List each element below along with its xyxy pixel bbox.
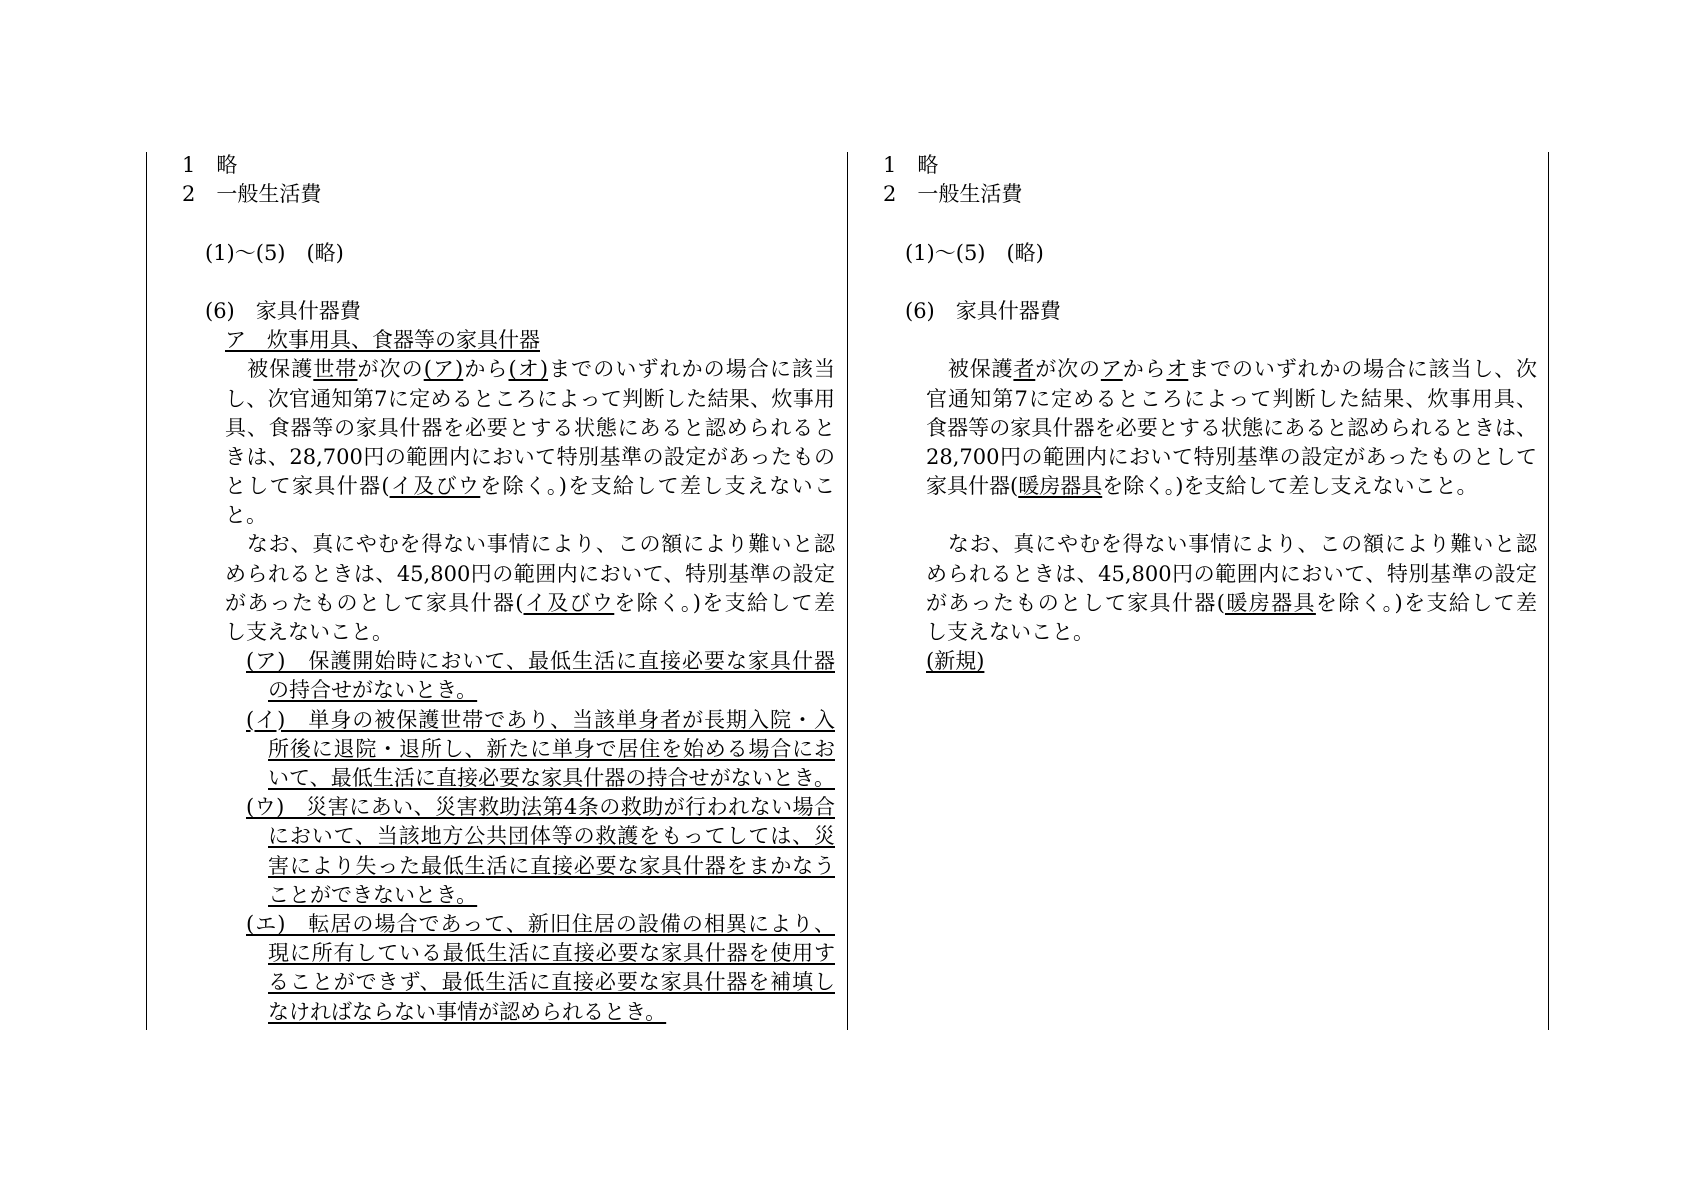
left-text-line: [268, 968, 835, 997]
text-segment: を除く。)を支給して差し支えないこと。: [1102, 474, 1478, 499]
right-text-line: [926, 385, 1537, 414]
left-text-line: [225, 589, 835, 618]
text-segment: から: [1122, 357, 1167, 382]
left-text-line: [205, 239, 344, 268]
right-text-line: [926, 618, 1094, 647]
left-text-line: [268, 939, 835, 968]
text-segment: なお、真にやむを得ない事情により、この額により難いと認: [225, 532, 835, 557]
left-text-line: [225, 355, 835, 384]
left-text-line: [268, 822, 835, 851]
text-segment: し支えないこと。: [225, 620, 393, 645]
text-segment: までのいずれかの場合に該当: [548, 357, 835, 382]
underlined-amendment-text: 暖房器具: [1224, 590, 1316, 615]
right-text-line: [926, 589, 1537, 618]
underlined-amendment-text: ることができず、最低生活に直接必要な家具什器を補填し: [268, 970, 835, 995]
underlined-amendment-text: (ア) 保護開始時において、最低生活に直接必要な家具什器: [246, 649, 835, 674]
text-segment: 1 略: [883, 153, 939, 177]
underlined-amendment-text: 者: [1013, 357, 1036, 382]
left-text-line: [225, 560, 835, 589]
underlined-amendment-text: (エ) 転居の場合であって、新旧住居の設備の相異により、: [246, 911, 835, 936]
left-text-line: [268, 881, 477, 910]
right-text-line: [926, 414, 1537, 443]
underlined-amendment-text: 暖房器具: [1018, 474, 1103, 499]
text-segment: きは、28,700円の範囲内において特別基準の設定があったもの: [225, 444, 835, 469]
text-segment: を除く。)を支給して差: [614, 590, 835, 615]
underlined-amendment-text: において、当該地方公共団体等の救護をもってしては、災: [268, 824, 835, 849]
left-text-line: [246, 706, 835, 735]
left-text-line: [182, 151, 237, 180]
left-text-line: [225, 530, 835, 559]
text-segment: を除く。)を支給して差: [1315, 590, 1537, 615]
left-text-line: [246, 647, 835, 676]
right-text-line: [926, 560, 1537, 589]
text-segment: なお、真にやむを得ない事情により、この額により難いと認: [926, 532, 1537, 557]
text-segment: として家具什器(: [225, 474, 390, 499]
left-text-line: [225, 443, 835, 472]
underlined-amendment-text: なければならない事情が認められるとき。: [268, 999, 667, 1024]
text-segment: 28,700円の範囲内において特別基準の設定があったものとして: [926, 444, 1537, 469]
left-text-line: [246, 793, 835, 822]
left-text-line: [246, 910, 835, 939]
left-text-line: [225, 385, 835, 414]
left-text-line: [268, 998, 666, 1027]
underlined-amendment-text: (ウ) 災害にあい、災害救助法第4条の救助が行われない場合: [246, 795, 835, 820]
text-segment: が次の: [357, 357, 424, 382]
text-segment: められるときは、45,800円の範囲内において、特別基準の設定: [225, 561, 835, 586]
underlined-amendment-text: ア: [1100, 357, 1123, 382]
left-text-line: [225, 472, 835, 501]
right-text-line: [926, 530, 1537, 559]
underlined-amendment-text: 害により失った最低生活に直接必要な家具什器をまかなう: [268, 853, 835, 878]
text-segment: 2 一般生活費: [883, 182, 1023, 207]
left-text-line: [225, 501, 267, 530]
column-divider: [847, 152, 848, 1030]
left-text-line: [268, 676, 477, 705]
underlined-amendment-text: (オ): [508, 357, 549, 382]
underlined-amendment-text: (ア): [423, 357, 464, 382]
text-segment: し、次官通知第7に定めるところによって判断した結果、炊事用: [225, 386, 835, 411]
right-text-line: [926, 472, 1477, 501]
text-segment: があったものとして家具什器(: [926, 590, 1225, 615]
underlined-amendment-text: 所後に退院・退所し、新たに単身で居住を始める場合にお: [268, 736, 835, 761]
left-text-line: [182, 180, 321, 209]
text-segment: を除く。)を支給して差し支えないこ: [480, 474, 835, 499]
right-text-line: [926, 355, 1537, 384]
text-segment: 2 一般生活費: [182, 182, 322, 207]
right-text-line: [905, 239, 1044, 268]
text-segment: 被保護: [926, 357, 1014, 382]
text-segment: し支えないこと。: [926, 620, 1094, 645]
text-segment: 被保護: [225, 357, 314, 382]
left-text-line: [205, 297, 361, 326]
underlined-amendment-text: イ及びウ: [389, 474, 481, 499]
right-text-line: [926, 443, 1537, 472]
text-segment: (6) 家具什器費: [205, 298, 361, 323]
underlined-amendment-text: ア 炊事用具、食器等の家具什器: [225, 328, 540, 353]
left-text-line: [225, 414, 835, 443]
text-segment: が次の: [1035, 357, 1101, 382]
underlined-amendment-text: の持合せがないとき。: [268, 678, 478, 703]
left-text-line: [268, 735, 835, 764]
text-segment: と。: [225, 503, 267, 528]
underlined-amendment-text: いて、最低生活に直接必要な家具什器の持合せがないとき。: [268, 765, 835, 790]
underlined-amendment-text: オ: [1166, 357, 1189, 382]
left-text-line: [225, 618, 393, 647]
left-text-line: [225, 326, 540, 355]
left-text-line: [268, 764, 835, 793]
text-segment: 家具什器(: [926, 474, 1019, 499]
column-border-right: [1548, 152, 1549, 1030]
text-segment: 1 略: [182, 153, 238, 177]
text-segment: 具、食器等の家具什器を必要とする状態にあると認められると: [225, 415, 835, 440]
text-segment: (1)～(5) (略): [905, 240, 1044, 265]
text-segment: められるときは、45,800円の範囲内において、特別基準の設定: [926, 561, 1537, 586]
underlined-amendment-text: (イ) 単身の被保護世帯であり、当該単身者が長期入院・入: [246, 707, 835, 732]
underlined-amendment-text: ことができないとき。: [268, 882, 478, 907]
text-segment: から: [463, 357, 509, 382]
column-border-left: [146, 152, 147, 1030]
text-segment: 官通知第7に定めるところによって判断した結果、炊事用具、: [926, 386, 1537, 411]
left-text-line: [268, 852, 835, 881]
text-segment: (6) 家具什器費: [905, 298, 1061, 323]
underlined-amendment-text: イ及びウ: [523, 590, 615, 615]
text-segment: があったものとして家具什器(: [225, 590, 524, 615]
underlined-amendment-text: 世帯: [313, 357, 358, 382]
text-segment: 食器等の家具什器を必要とする状態にあると認められるときは、: [926, 415, 1537, 440]
text-segment: (1)～(5) (略): [205, 240, 344, 265]
underlined-amendment-text: (新規): [926, 649, 985, 674]
right-text-line: [883, 151, 938, 180]
right-text-line: [926, 647, 984, 676]
right-text-line: [905, 297, 1061, 326]
right-text-line: [883, 180, 1022, 209]
underlined-amendment-text: 現に所有している最低生活に直接必要な家具什器を使用す: [268, 941, 835, 966]
text-segment: までのいずれかの場合に該当し、次: [1188, 357, 1537, 382]
